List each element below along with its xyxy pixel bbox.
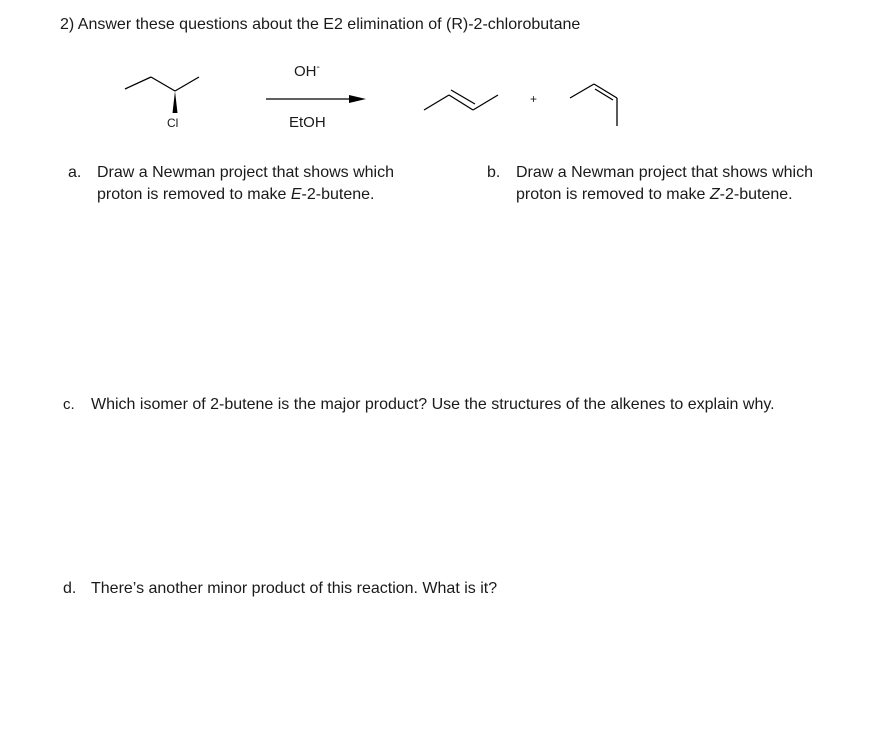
bond-c1-c2 (125, 77, 151, 89)
part-b-letter: b. (487, 164, 501, 181)
reagent-hydroxide: OH- (294, 62, 320, 80)
solvent-ethanol: EtOH (289, 114, 326, 131)
part-c-prompt: Which isomer of 2-butene is the major product? Use the structures of the alkenes to explain why. (91, 396, 775, 413)
part-d-prompt: There’s another minor product of this reaction. What is it? (91, 580, 498, 597)
part-a-letter: a. (68, 164, 82, 181)
part-a-prompt: Draw a Newman project that shows which proton is removed to make E-2-butene. (97, 164, 395, 203)
part-d-letter: d. (63, 580, 77, 597)
reaction-arrow (266, 95, 366, 103)
z-2-butene-structure (570, 84, 617, 126)
plus-sign: + (530, 92, 538, 106)
e-2-butene-structure (424, 90, 498, 110)
question-title: 2) Answer these questions about the E2 elimination of (R)-2-chlorobutane (60, 16, 581, 33)
part-c-letter: c. (63, 396, 75, 413)
wedge-bond-cl (173, 91, 178, 113)
chlorine-label: Cl (167, 116, 179, 130)
part-b-prompt: Draw a Newman project that shows which proton is removed to make Z-2-butene. (516, 164, 814, 203)
bond-c2-c3 (151, 77, 175, 91)
chlorobutane-structure (125, 77, 199, 91)
bond-c3-c4 (175, 77, 199, 91)
